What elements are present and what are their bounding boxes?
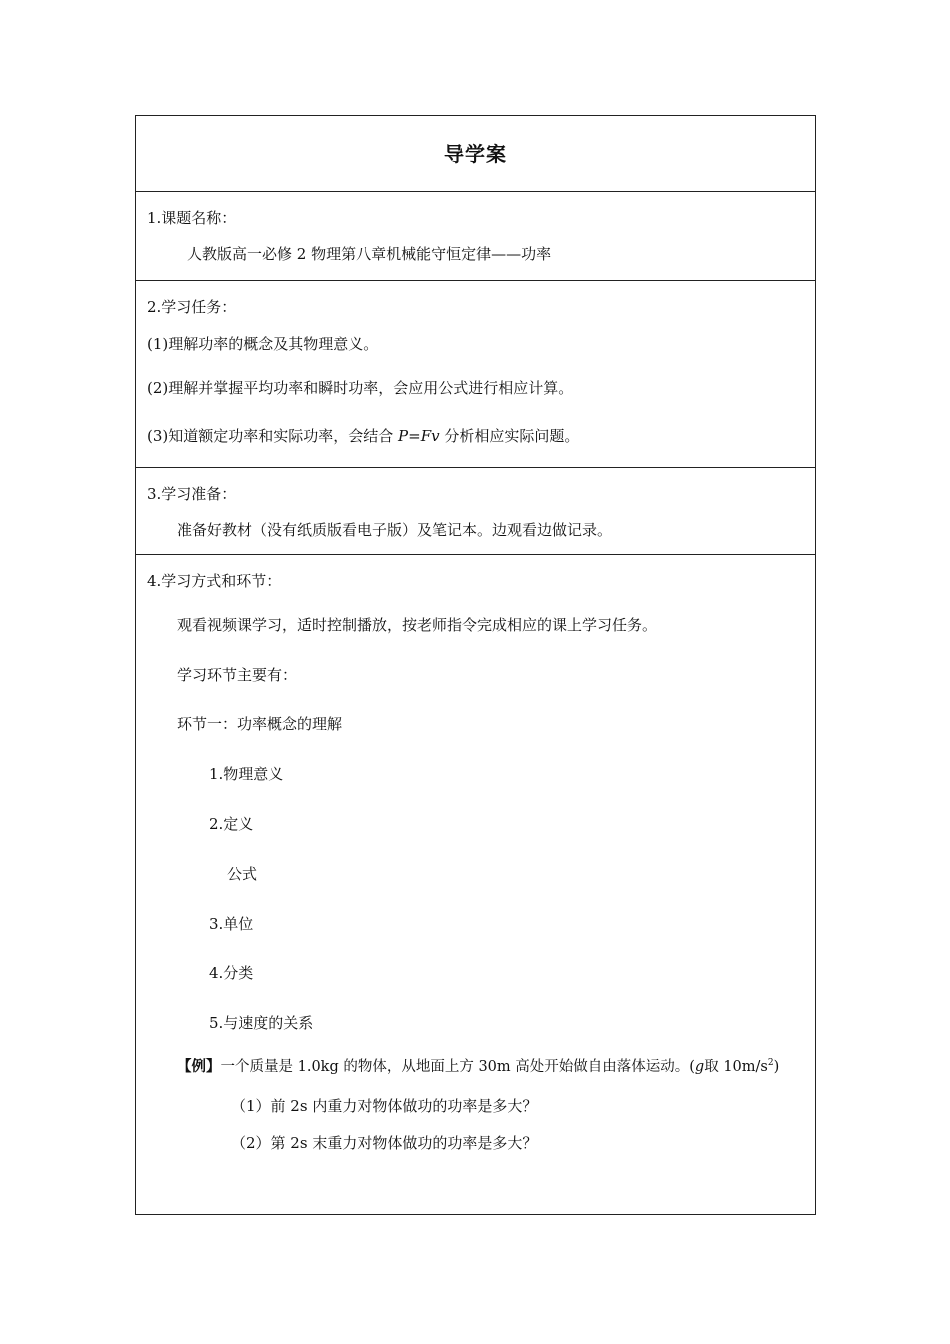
section3-heading: 3.学习准备： <box>147 485 237 503</box>
topic-name: 人教版高一必修 2 物理第八章机械能守恒定律——功率 <box>187 245 552 263</box>
section4-heading: 4.学习方式和环节： <box>147 572 282 590</box>
point-5: 5.与速度的关系 <box>209 1014 314 1032</box>
point-3: 3.单位 <box>209 915 254 933</box>
task-item-3: (3)知道额定功率和实际功率，会结合 P=Fv 分析相应实际问题。 <box>147 427 580 445</box>
page-title: 导学案 <box>444 142 507 166</box>
task-item-2: (2)理解并掌握平均功率和瞬时功率，会应用公式进行相应计算。 <box>147 379 574 397</box>
section2-heading: 2.学习任务： <box>147 298 237 316</box>
task-item-1: (1)理解功率的概念及其物理意义。 <box>147 335 379 353</box>
point-1: 1.物理意义 <box>209 765 284 783</box>
title-row <box>136 116 815 192</box>
section-method <box>136 555 815 1214</box>
section1-heading: 1.课题名称： <box>147 209 237 227</box>
section-topic <box>136 192 815 281</box>
point-2-formula: 公式 <box>227 865 258 883</box>
point-2: 2.定义 <box>209 815 254 833</box>
example-problem: 【例】一个质量是 1.0kg 的物体，从地面上方 30m 高处开始做自由落体运动。(g取 $10m/s^2$) <box>177 1058 780 1075</box>
section-tasks <box>136 281 815 468</box>
preparation-text: 准备好教材（没有纸质版看电子版）及笔记本。边观看边做记录。 <box>177 521 613 539</box>
example-question-2: （2）第 2s 末重力对物体做功的功率是多大？ <box>231 1134 538 1152</box>
section-preparation <box>136 468 815 555</box>
method-intro: 观看视频课学习，适时控制播放，按老师指令完成相应的课上学习任务。 <box>177 616 658 634</box>
point-4: 4.分类 <box>209 964 254 982</box>
lesson-plan-table <box>135 115 816 1215</box>
example-tag: 【例】 <box>177 1058 221 1075</box>
steps-label: 学习环节主要有： <box>177 666 298 684</box>
example-question-1: （1）前 2s 内重力对物体做功的功率是多大？ <box>231 1097 538 1115</box>
step-1: 环节一：功率概念的理解 <box>177 715 343 733</box>
